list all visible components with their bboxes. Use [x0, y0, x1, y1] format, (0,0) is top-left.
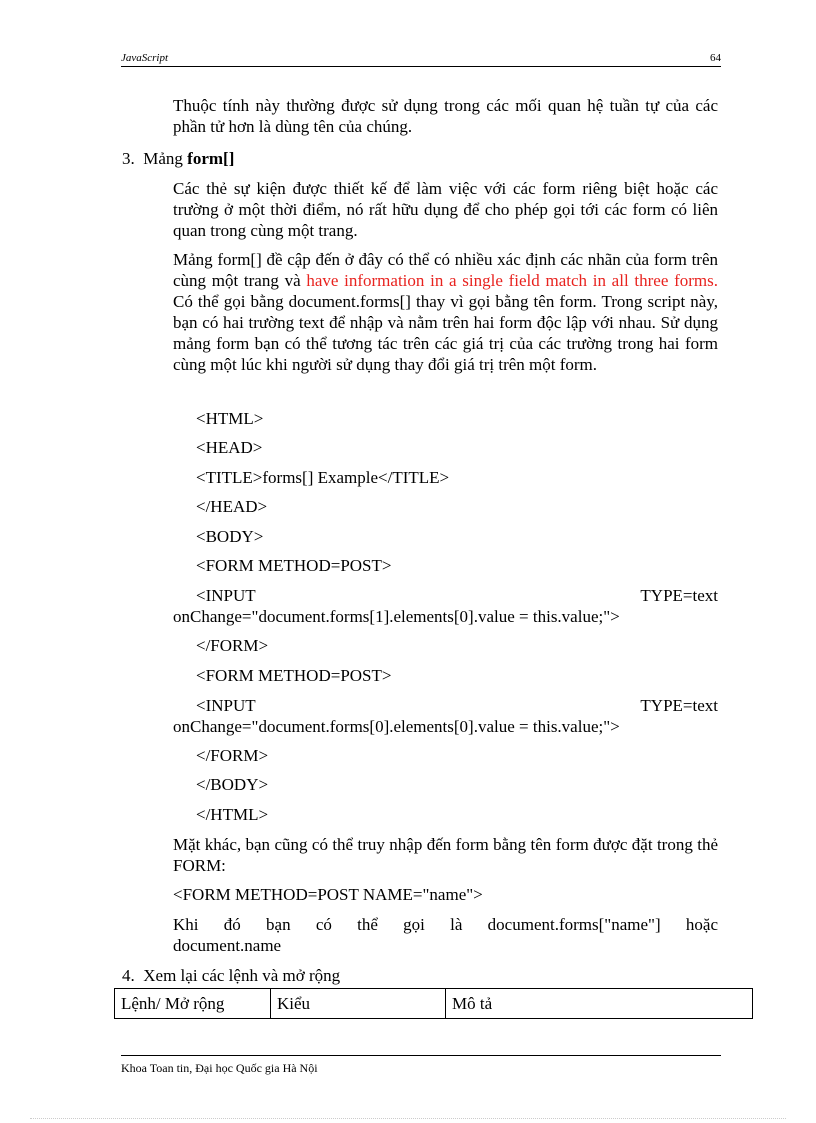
- section-3-heading: [122, 148, 234, 169]
- paragraph-3-text: Mặt khác, bạn cũng có thể truy nhập đến form bằng tên form được đặt trong thẻ FORM:: [173, 835, 718, 875]
- paragraph-2-red: have information in a single field match in all three forms.: [306, 271, 718, 290]
- page-edge-divider: [30, 1118, 786, 1119]
- section-4-number: 4.: [122, 966, 135, 985]
- paragraph-4: [173, 914, 718, 956]
- paragraph-2: [173, 249, 718, 375]
- paragraph-4-line-2: document.name: [173, 936, 282, 955]
- code-line: </FORM>: [196, 746, 269, 765]
- code-line: </HEAD>: [196, 497, 268, 516]
- code-line: </BODY>: [196, 775, 269, 794]
- section-3-bold: form[]: [187, 149, 235, 168]
- code-input-1-type: TYPE=text: [640, 586, 718, 605]
- code-line: onChange="document.forms[0].elements[0].value = this.value;">: [173, 717, 620, 736]
- intro-text: Thuộc tính này thường được sử dụng trong các mối quan hệ tuần tự của các phần tử hơn là dùng tên của chúng.: [173, 96, 718, 136]
- section-4-heading: [122, 965, 340, 986]
- code-line: onChange="document.forms[1].elements[0].value = this.value;">: [173, 607, 620, 626]
- code-line: <BODY>: [196, 527, 264, 546]
- table-header-row: [115, 989, 753, 1019]
- code-input-2-type: TYPE=text: [640, 696, 718, 715]
- page-header: [121, 52, 721, 67]
- table-header-cell: Kiểu: [271, 989, 446, 1019]
- paragraph-2-text: [173, 249, 718, 375]
- paragraph-3: [173, 834, 718, 876]
- paragraph-1: [173, 178, 718, 241]
- paragraph-2-before: Mảng form[] đề cập đến ở đây có thể có nhiều xác định các nhãn của form trên cùng một trang và: [173, 250, 718, 290]
- code-input-2-tag: <INPUT: [196, 696, 256, 715]
- section-3-number: 3.: [122, 149, 135, 168]
- table-header-cell: Mô tả: [446, 989, 753, 1019]
- table-header-cell: Lệnh/ Mở rộng: [115, 989, 271, 1019]
- code-line: <FORM METHOD=POST>: [196, 556, 392, 575]
- page-footer: [121, 1055, 721, 1076]
- code-line: <TITLE>forms[] Example</TITLE>: [196, 468, 450, 487]
- footer-text: Khoa Toan tin, Đại học Quốc gia Hà Nội: [121, 1061, 318, 1075]
- code-line: <FORM METHOD=POST>: [196, 666, 392, 685]
- code-line: <HEAD>: [196, 438, 263, 457]
- page-number: 64: [710, 52, 721, 64]
- paragraph-1-text: Các thẻ sự kiện được thiết kế để làm việc với các form riêng biệt hoặc các trường ở một thời điểm, nó rất hữu dụng để cho phép gọi tới các form có liên quan trong cùng một trang.: [173, 179, 718, 240]
- header-title: JavaScript: [121, 52, 169, 64]
- code-line: </HTML>: [196, 805, 269, 824]
- form-named-code: <FORM METHOD=POST NAME="name">: [173, 885, 483, 904]
- code-input-1-tag: <INPUT: [196, 586, 256, 605]
- section-3-label: Mảng: [143, 149, 188, 168]
- code-line: <HTML>: [196, 409, 264, 428]
- section-4-label: Xem lại các lệnh và mở rộng: [143, 966, 341, 985]
- commands-table: [114, 988, 753, 1019]
- paragraph-4-line-1: Khi đó bạn có thể gọi là document.forms["name"] hoặc: [173, 915, 718, 934]
- intro-paragraph: [173, 95, 718, 137]
- code-line: </FORM>: [196, 636, 269, 655]
- paragraph-2-after: Có thể gọi bằng document.forms[] thay vì gọi bằng tên form. Trong script này, bạn có hai trường text để nhập và nằm trên hai form độc lập với nhau. Sử dụng mảng form bạn có thể tương tác trên các giá trị của các trường trong hai form cùng một lúc khi người sử dụng thay đổi giá trị trên một form.: [173, 292, 718, 374]
